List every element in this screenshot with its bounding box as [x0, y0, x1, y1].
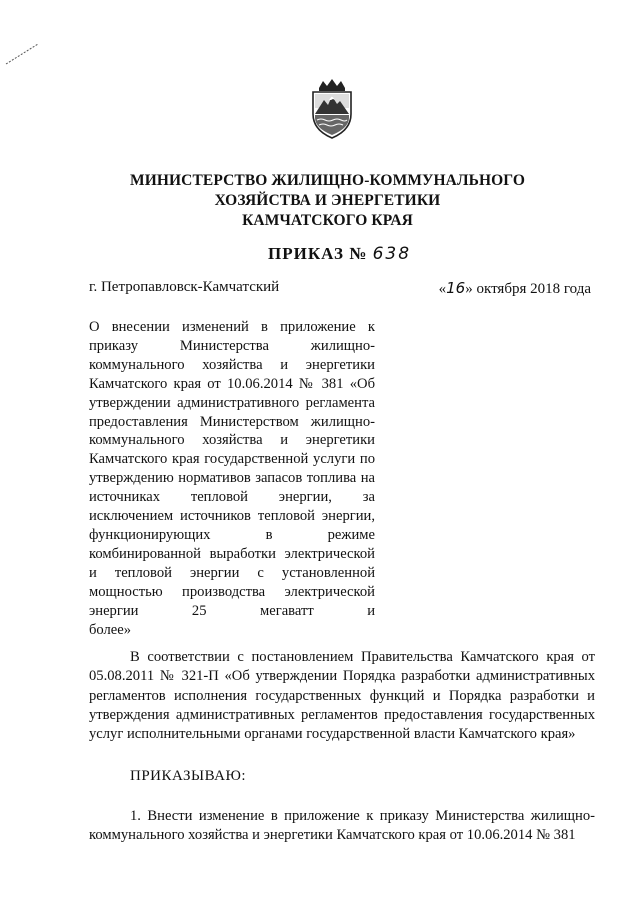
- order-subject: [89, 318, 375, 639]
- city: г. Петропавловск-Камчатский: [89, 279, 280, 295]
- ministry-name: [100, 171, 555, 231]
- scan-mark-icon: [4, 38, 40, 68]
- ministry-line-2: ХОЗЯЙСТВА И ЭНЕРГЕТИКИ: [214, 192, 441, 209]
- point-1-paragraph: 1. Внести изменение в приложение к приказу Министерства жилищно-коммунального хозяйства и энергетики Камчатского края от 10.06.2014 № 381: [89, 808, 595, 844]
- ministry-line-1: МИНИСТЕРСТВО ЖИЛИЩНО-КОММУНАЛЬНОГО: [129, 172, 526, 189]
- date-rest: » октября 2018 года: [465, 281, 591, 297]
- order-date: [439, 279, 591, 298]
- legal-basis-paragraph: В соответствии с постановлением Правительства Камчатского края от 05.08.2011 № 321-П «Об утверждении Порядка разработки административных регламентов исполнения государственных функций и Порядка разработки и утверждения административных регламентов предоставления государственных услуг исполнительными органами государственной власти Камчатского края»: [89, 649, 595, 743]
- kamchatka-coat-of-arms-icon: [309, 78, 355, 140]
- order-title: [268, 244, 411, 264]
- subject-text: О внесении изменений в приложение к приказу Министерства жилищно-коммунального хозяйства и энергетики Камчатского края от 10.06.2014 № 381 «Об утверждении административного регламента предоставления Министерством жилищно-коммунального хозяйства и энергетики Камчатского края государственной услуги по утверждению нормативов запасов топлива на источниках тепловой энергии, за исключением источников тепловой энергии, функционирующих в режиме комбинированной выработки электрической и тепловой энергии с установленной мощностью производства электрической энергии 25 мегаватт и: [89, 319, 375, 619]
- date-open-quote: «: [438, 281, 447, 297]
- subject-last-line: более»: [89, 621, 132, 638]
- date-day: 16: [446, 279, 466, 297]
- order-number: 638: [372, 244, 412, 264]
- ministry-line-3: КАМЧАТСКОГО КРАЯ: [242, 212, 413, 229]
- order-title-label: ПРИКАЗ №: [268, 244, 368, 263]
- orders-word: ПРИКАЗЫВАЮ:: [130, 768, 247, 784]
